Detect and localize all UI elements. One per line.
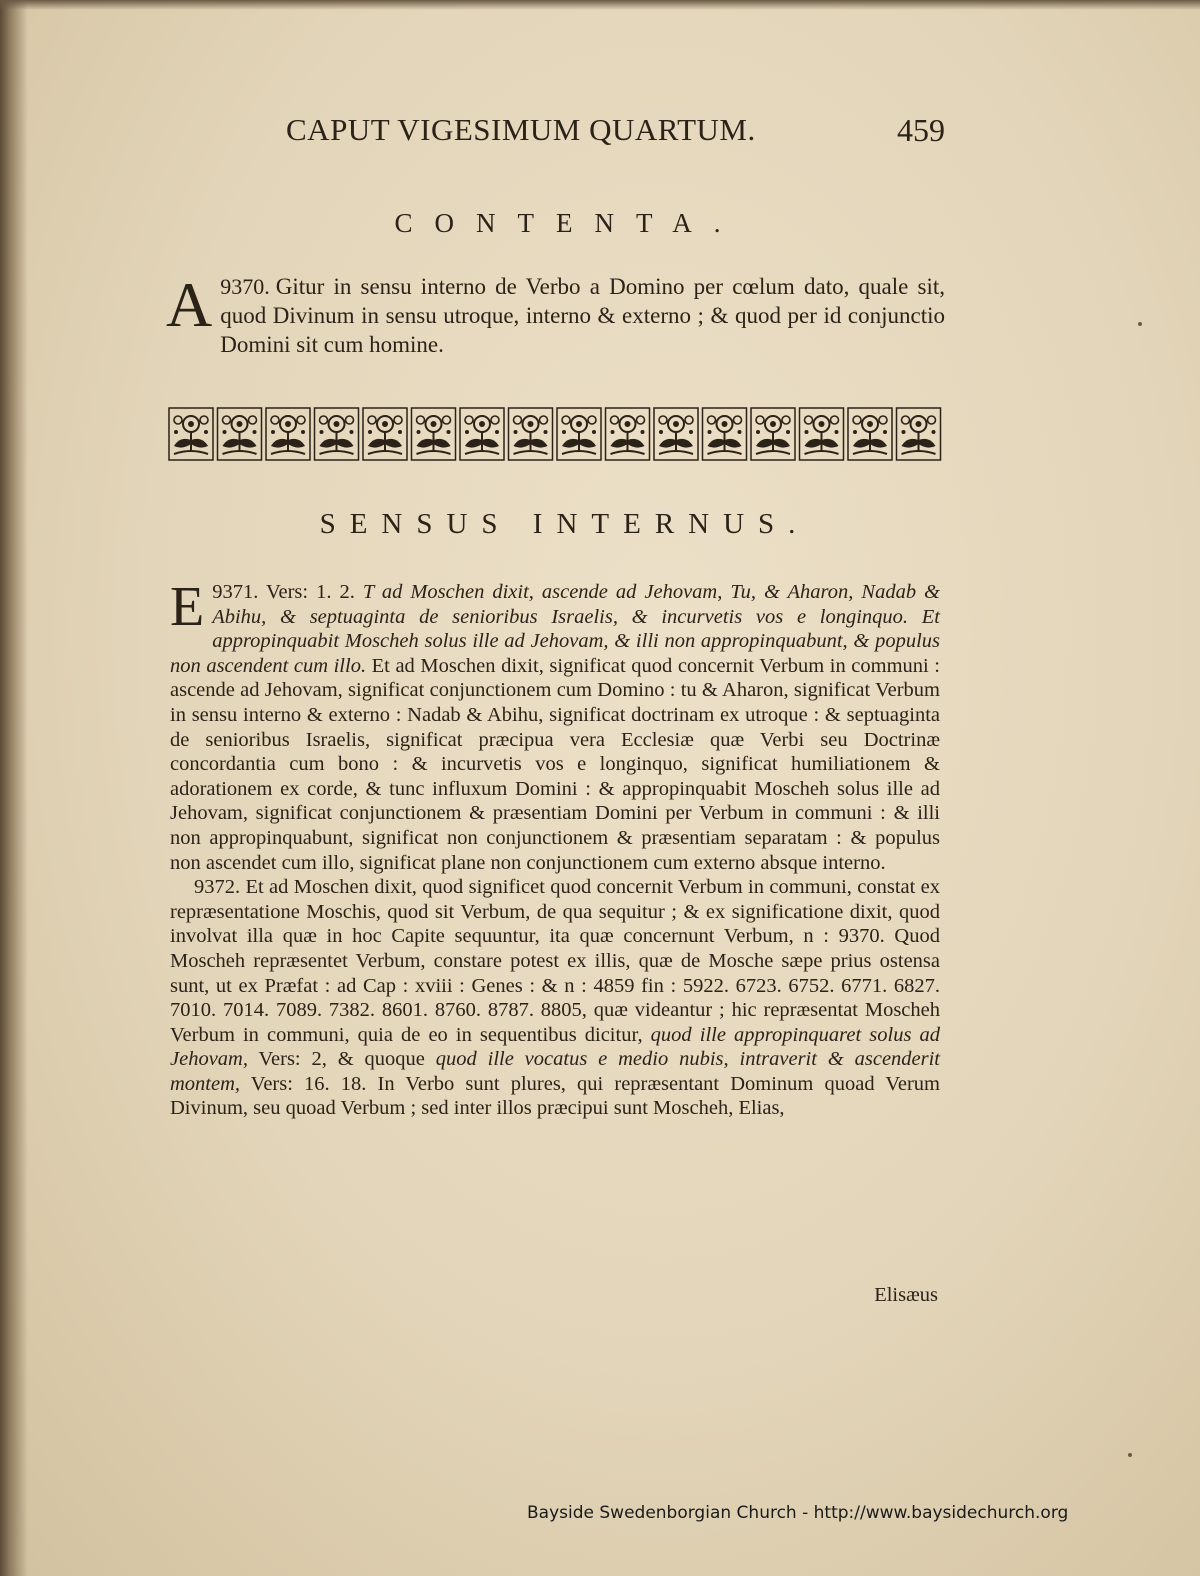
- paper-speck: [1138, 322, 1142, 326]
- paragraph-9372: [170, 875, 940, 1121]
- floral-ornament-band: [168, 406, 948, 464]
- binding-shadow: [0, 0, 28, 1576]
- scripture-quote: quod ille vocatus e medio nubis, intraverit & ascenderit montem,: [170, 1048, 941, 1095]
- top-edge-shadow: [0, 0, 1200, 10]
- paragraph-number: 9372.: [194, 876, 241, 899]
- running-head: [170, 112, 945, 152]
- exposition-text: Et ad Moschen dixit, significat quod concernit Verbum in communi : ascende ad Jehovam, significat conjunctionem cum Domino : tu & Aharon, significat Verbum in sensu interno & externo : Nadab & Abihu, significat doctrinam ex utroque : & septuaginta de senioribus Israelis, significat præcipua vera Ecclesiæ quæ Verbi seu Doctrinæ concordantia cum bono : & incurvetis vos e longinquo, significat humiliationem & adorationem ex corde, & tunc influxum Domini : & appropinquabit Moscheh solus ille ad Jehovam, significat conjunctionem & præsentiam Domini per Verbum in communi : & illi non appropinquabunt, significat non conjunctionem & præsentiam separatam : & populus non ascendet cum illo, significat plane non conjunctionem cum externo absque interno.: [170, 654, 941, 874]
- paragraph-number: 9371. Vers: 1. 2.: [212, 581, 355, 603]
- sensus-body: [170, 576, 941, 1121]
- paragraph-number: 9370.: [220, 274, 270, 299]
- exposition-text: Vers: 2, & quoque: [258, 1048, 425, 1071]
- sensus-interno-heading: SENSUS INTERNUS.: [319, 508, 810, 540]
- exposition-text: Vers: 16. 18. In Verbo sunt plures, qui repræsentant Dominum quoad Verum Divinum, seu quoad Verbum ; sed inter illos præcipui sunt Moscheh, Elias,: [170, 1072, 940, 1120]
- contenta-heading: CONTENTA.: [394, 208, 743, 238]
- drop-cap: A: [166, 269, 213, 340]
- exposition-text: Et ad Moschen dixit, quod significet quod concernit Verbum in communi, constat ex repræsentatione Moschis, quod sit Verbum, de qua sequitur ; & ex significatione dixit, quod involvat illa quæ in hoc Capite sequuntur, ita quæ concernunt Verbum, n : 9370. Quod Moscheh repræsentet Verbum, constare potest ex illis, quæ de Mosche sæpe prius ostensa sunt, ut ex Præfat : ad Cap : xviii : Genes : & n : 4859 fin : 5922. 6723. 6752. 6771. 6827. 7010. 7014. 7089. 7382. 8601. 8760. 8787. 8805, quæ videantur ; hic repræsentat Moscheh Verbum in communi, quia de eo in sequentibus dicitur,: [170, 876, 940, 1046]
- page-number: 459: [897, 112, 945, 148]
- scripture-quote: quod ille appropinquaret solus ad Jehovam,: [170, 1023, 940, 1071]
- contenta-text: Gitur in sensu interno de Verbo a Domino per cœlum dato, quale sit, quod Divinum in sensu utroque, interno & externo ; & quod per id conjunctio Domini sit cum homine.: [220, 274, 945, 357]
- site-credit: Bayside Swedenborgian Church - http://www.baysidechurch.org: [527, 1503, 1069, 1523]
- scripture-quote: T ad Moschen dixit, ascende ad Jehovam, Tu, & Aharon, Nadab & Abihu, & septuaginta de senioribus Israelis, & incurvetis vos e longinquo. Et appropinquabit Moscheh solus ille ad Jehovam, & illi non appropinquabunt, & populus non ascendent cum illo.: [170, 581, 940, 677]
- catchword: Elisæus: [874, 1284, 938, 1306]
- running-title: CAPUT VIGESIMUM QUARTUM.: [286, 112, 756, 147]
- paragraph-9371: [170, 576, 941, 875]
- drop-cap: E: [170, 576, 205, 638]
- contenta-paragraph: [166, 269, 945, 359]
- paper-speck: [1128, 1453, 1132, 1457]
